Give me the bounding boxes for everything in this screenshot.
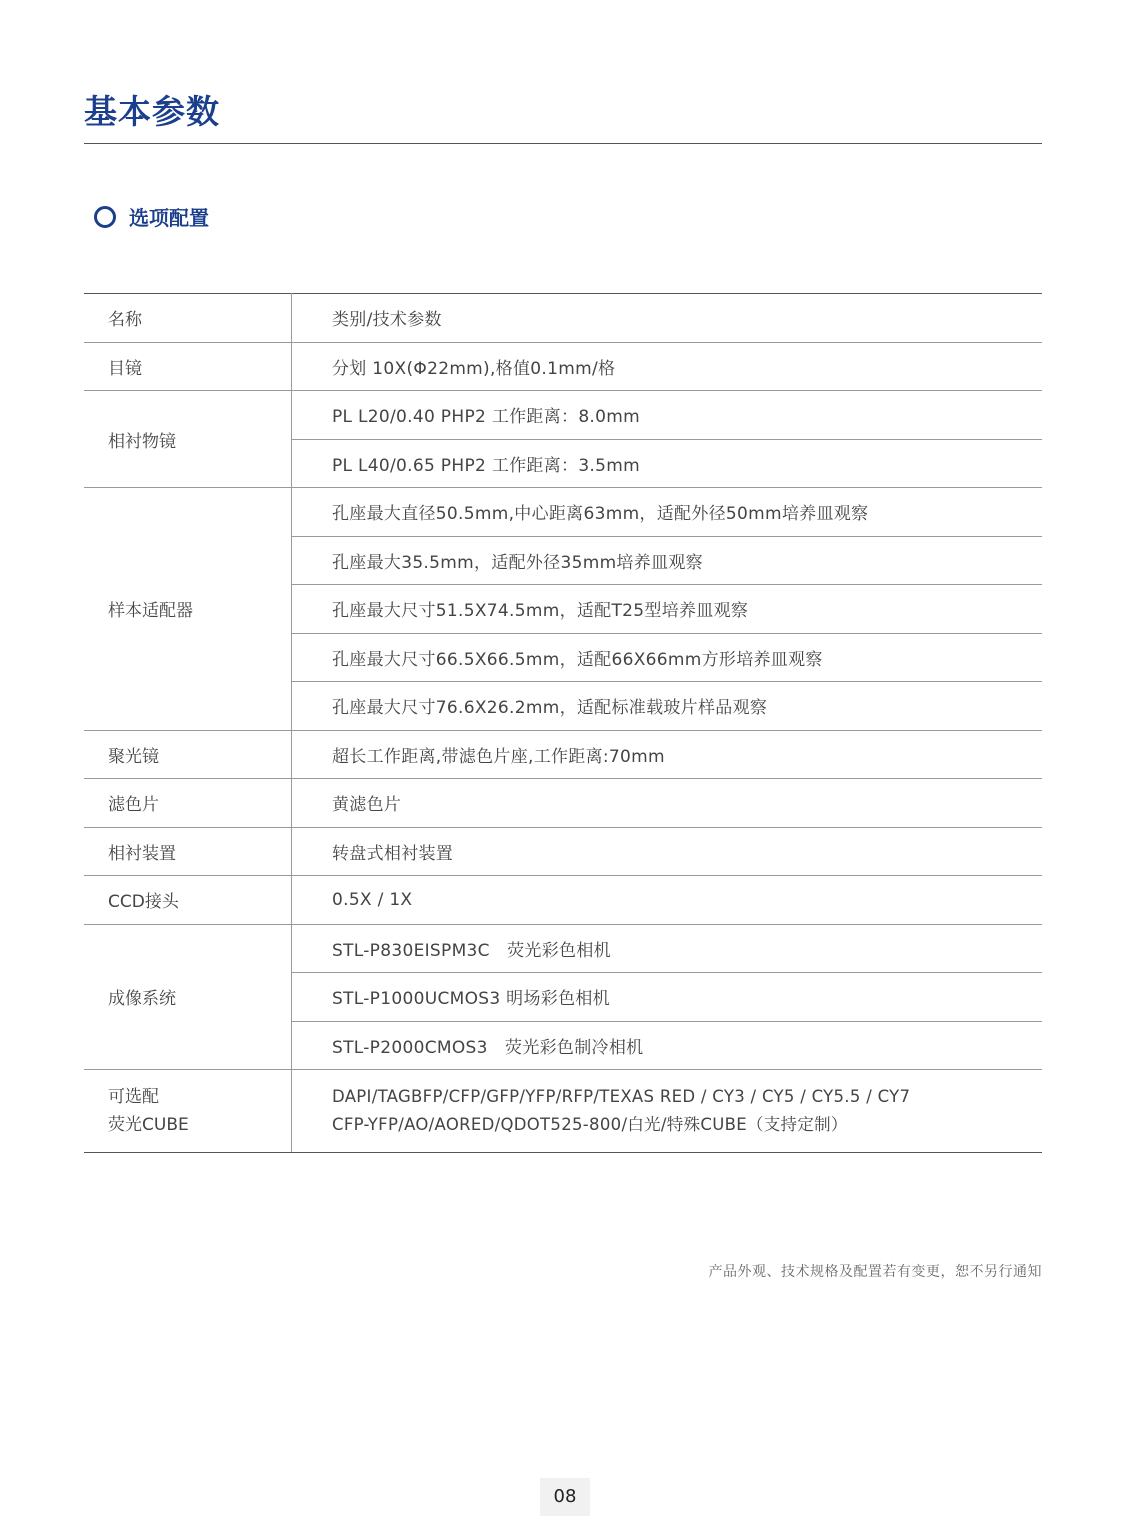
row-value: 孔座最大尺寸76.6X26.2mm，适配标准载玻片样品观察 — [292, 682, 1043, 731]
table-row — [84, 779, 1042, 828]
page-title: 基本参数 — [84, 92, 220, 131]
row-name — [84, 1070, 292, 1153]
row-value: 超长工作距离,带滤色片座,工作距离:70mm — [292, 730, 1043, 779]
row-value: 孔座最大直径50.5mm,中心距离63mm，适配外径50mm培养皿观察 — [292, 488, 1043, 537]
row-value — [292, 1070, 1043, 1153]
table-row — [84, 876, 1042, 925]
row-value: STL-P1000UCMOS3 明场彩色相机 — [292, 973, 1043, 1022]
row-name-line: 荧光CUBE — [108, 1115, 189, 1135]
row-value: PL L20/0.40 PHP2 工作距离：8.0mm — [292, 391, 1043, 440]
table-row — [84, 391, 1042, 440]
circle-bullet-icon — [94, 206, 116, 228]
row-value: 黄滤色片 — [292, 779, 1043, 828]
table-row — [84, 488, 1042, 537]
row-value: 分划 10X(Φ22mm),格值0.1mm/格 — [292, 342, 1043, 391]
row-value-line: CFP-YFP/AO/AORED/QDOT525-800/白光/特殊CUBE（支持定制） — [332, 1115, 848, 1134]
row-value-line: DAPI/TAGBFP/CFP/GFP/YFP/RFP/TEXAS RED / CY3 / CY5 / CY5.5 / CY7 — [332, 1087, 911, 1106]
row-name: 成像系统 — [84, 924, 292, 1070]
disclaimer-note: 产品外观、技术规格及配置若有变更，恕不另行通知 — [708, 1264, 1042, 1280]
title-divider — [84, 143, 1042, 144]
row-name: 相衬装置 — [84, 827, 292, 876]
spec-table — [84, 293, 1042, 1153]
row-value: 0.5X / 1X — [292, 876, 1043, 925]
section-heading — [94, 202, 209, 231]
row-name: CCD接头 — [84, 876, 292, 925]
row-name-line: 可选配 — [108, 1087, 159, 1107]
header-params: 类别/技术参数 — [292, 294, 1043, 343]
row-value: 孔座最大35.5mm，适配外径35mm培养皿观察 — [292, 536, 1043, 585]
section-title: 选项配置 — [129, 206, 209, 230]
row-name: 相衬物镜 — [84, 391, 292, 488]
row-name: 聚光镜 — [84, 730, 292, 779]
page-number: 08 — [540, 1478, 590, 1516]
table-row — [84, 1070, 1042, 1153]
row-value: 孔座最大尺寸51.5X74.5mm，适配T25型培养皿观察 — [292, 585, 1043, 634]
table-header-row — [84, 294, 1042, 343]
table-row — [84, 730, 1042, 779]
row-value: STL-P830EISPM3C 荧光彩色相机 — [292, 924, 1043, 973]
row-name: 样本适配器 — [84, 488, 292, 731]
header-name: 名称 — [84, 294, 292, 343]
table-row — [84, 827, 1042, 876]
table-row — [84, 924, 1042, 973]
row-name: 滤色片 — [84, 779, 292, 828]
row-name: 目镜 — [84, 342, 292, 391]
row-value: 转盘式相衬装置 — [292, 827, 1043, 876]
row-value: PL L40/0.65 PHP2 工作距离：3.5mm — [292, 439, 1043, 488]
row-value: 孔座最大尺寸66.5X66.5mm，适配66X66mm方形培养皿观察 — [292, 633, 1043, 682]
row-value: STL-P2000CMOS3 荧光彩色制冷相机 — [292, 1021, 1043, 1070]
table-row — [84, 342, 1042, 391]
